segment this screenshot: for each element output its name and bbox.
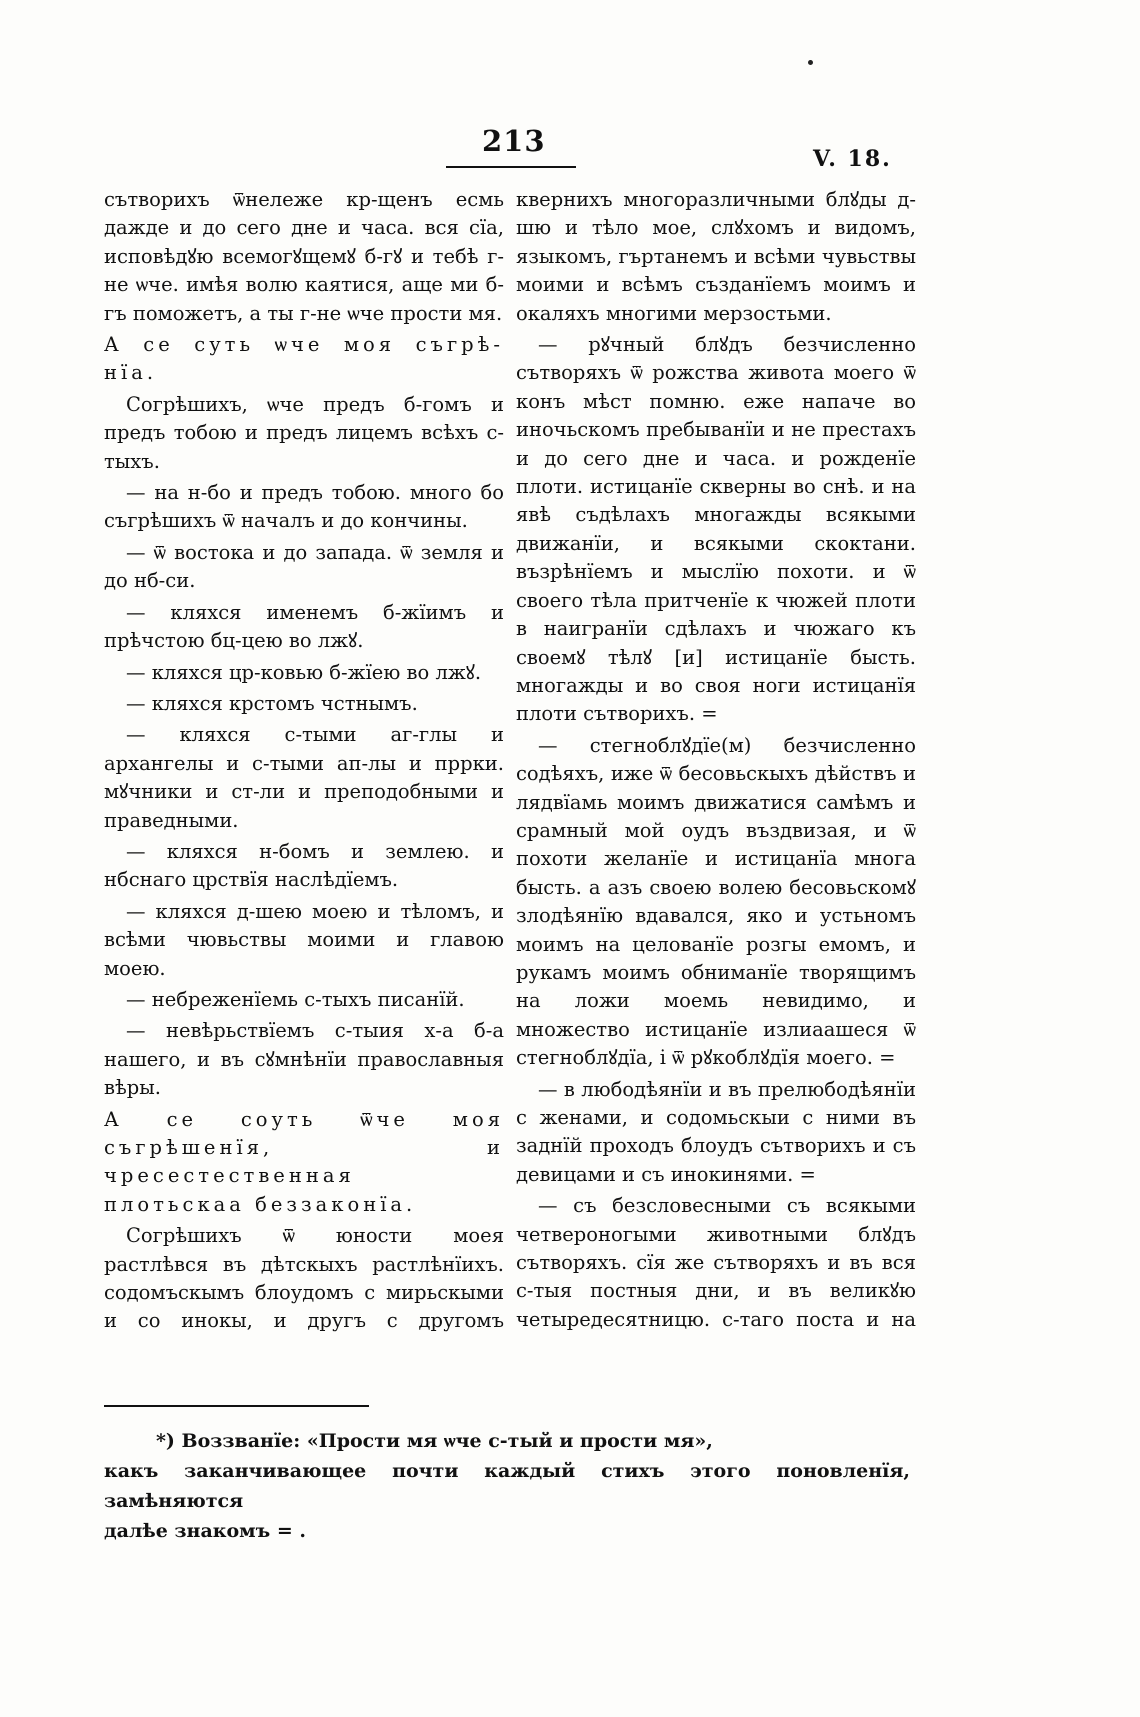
right-column xyxy=(516,186,916,1336)
paragraph: — кляхся именемъ б-жїимъ и прѣчстою бц-цею во лжꙋ. xyxy=(104,600,504,653)
page-number: 213 xyxy=(482,124,546,158)
paragraph: — съ безсловесными съ всякыми четвероногыми животными блꙋдъ сътворяхъ. сїя же сътворяхъ и въ вся с-тыя постныя дни, и въ великꙋю четыредесятницю. с-таго поста и на xyxy=(516,1194,916,1331)
paragraph: Согрѣшихъ ѿ юности моея растлѣвся въ дѣтскыхъ растлѣнїихъ. содомъскымъ блоудомъ с мирьскыми и со инокы, и другъ с другомъ xyxy=(104,1224,504,1333)
paragraph: сътворихъ ѿнележе кр-щенъ есмь дажде и до сего дне и часа. вся сїа, исповѣдꙋю всемогꙋщемꙋ б-гꙋ и тебѣ г-не ѡче. имѣя волю каятися, аще ми б-гъ поможетъ, а ты г-не ѡче прости мя. xyxy=(104,188,504,325)
paragraph: — ѿ востока и до запада. ѿ земля и до нб-си. xyxy=(104,540,504,593)
footnote-line: далѣе знакомъ = . xyxy=(104,1520,307,1542)
footnote-line: какъ заканчивающее почти каждый стихъ этого поновленїя, замѣняются xyxy=(104,1460,910,1512)
paragraph: — кляхся цр-ковью б-жїею во лжꙋ. xyxy=(126,660,482,684)
paragraph: кверниxъ многоразличными блꙋды д-шю и тѣло мое, слꙋхомъ и видомъ, языкомъ, гъртанемъ и всѣми чувьствы моими и всѣмъ създанїемъ моимъ и окаляхъ многими мерзостьми. xyxy=(516,188,916,325)
paragraph: — рꙋчный блꙋдъ безчисленно сътворяхъ ѿ рожства живота моего ѿ конъ мѣст помню. еже напаче во иночьскомъ пребыванїи и не престахъ и до сего дне и часа. и рожденїе плоти. истицанїе скверны во снѣ. и на явѣ съдѣлахъ многажды всякыми движанїи, и всякыми скоктани. възрѣнїемъ и мыслїю похоти. и ѿ своего тѣла притченїе к чюжей плоти в наигранїи сдѣлахъ и чюжаго къ своемꙋ тѣлꙋ [и] истицанїе бысть. многажды и во своя ноги истицанїя плоти сътворихъ. = xyxy=(516,333,916,726)
paragraph: — кляхся н-бомъ и землею. и нбснаго црствїя наслѣдїемъ. xyxy=(104,839,504,892)
paragraph: — небреженїемь с-тыхъ писанїй. xyxy=(126,987,465,1011)
ink-dot xyxy=(808,60,813,65)
paragraph: — в любодѣянїи и въ прелюбодѣянїи с женами, и содомьскыи с ними въ заднїй проходъ блоудъ сътворихъ и съ девицами и съ инокинями. = xyxy=(516,1077,916,1186)
footnote xyxy=(104,1426,910,1546)
paragraph: — кляхся д-шею моею и тѣломъ, и всѣми чювьствы моими и главою моею. xyxy=(104,899,504,980)
signature-mark: V. 18. xyxy=(813,146,892,172)
page-number-rule xyxy=(446,166,576,168)
footnote-rule xyxy=(104,1405,369,1407)
paragraph: — кляхся крстомъ чстнымъ. xyxy=(126,691,418,715)
paragraph: — кляхся с-тыми аг-глы и архангелы и с-тыми ап-лы и пррки. мꙋчники и ст-ли и преподобными и праведными. xyxy=(104,723,504,832)
footnote-line: *) Воззванїе: «Прости мя ѡче с-тый и прости мя», xyxy=(156,1430,713,1452)
left-column xyxy=(104,186,504,1336)
paragraph: Согрѣшихъ, ѡче предъ б-гомъ и предъ тобою и предъ лицемъ всѣхъ с-тыхъ. xyxy=(104,392,504,473)
paragraph: — на н-бо и предъ тобою. много бо съгрѣшихъ ѿ началъ и до кончины. xyxy=(104,481,504,533)
section-heading: А се суть ѡче моя съгрѣ-нїа. xyxy=(104,333,504,385)
paragraph: — невѣрьствїемъ с-тыия х-а б-а нашего, и въ сꙋмнѣнїи православныя вѣры. xyxy=(104,1019,504,1100)
section-heading: А се соуть ѿче моя съгрѣшенїя, и чресестественная плотьскаа беззаконїа. xyxy=(104,1107,504,1216)
paragraph: — стегноблꙋдїе(м) безчисленно содѣяхъ, иже ѿ бесовьскыхъ дѣйствъ и лядвїамь моимъ движатися самѣмъ и срамный мой оудъ въздвизая, и ѿ похоти желанїе и истицанїа многа бысть. а азъ своею волею бесовьскомꙋ злодѣянїю вдавался, яко и устьномъ моимъ на целованїе розгы емомъ, и рукамъ моимъ обниманїе творящимъ на ложи моемь невидимо, и множество истицанїе излиаашеся ѿ стегноблꙋдїа, і ѿ рꙋкоблꙋдїя моего. = xyxy=(516,733,916,1070)
